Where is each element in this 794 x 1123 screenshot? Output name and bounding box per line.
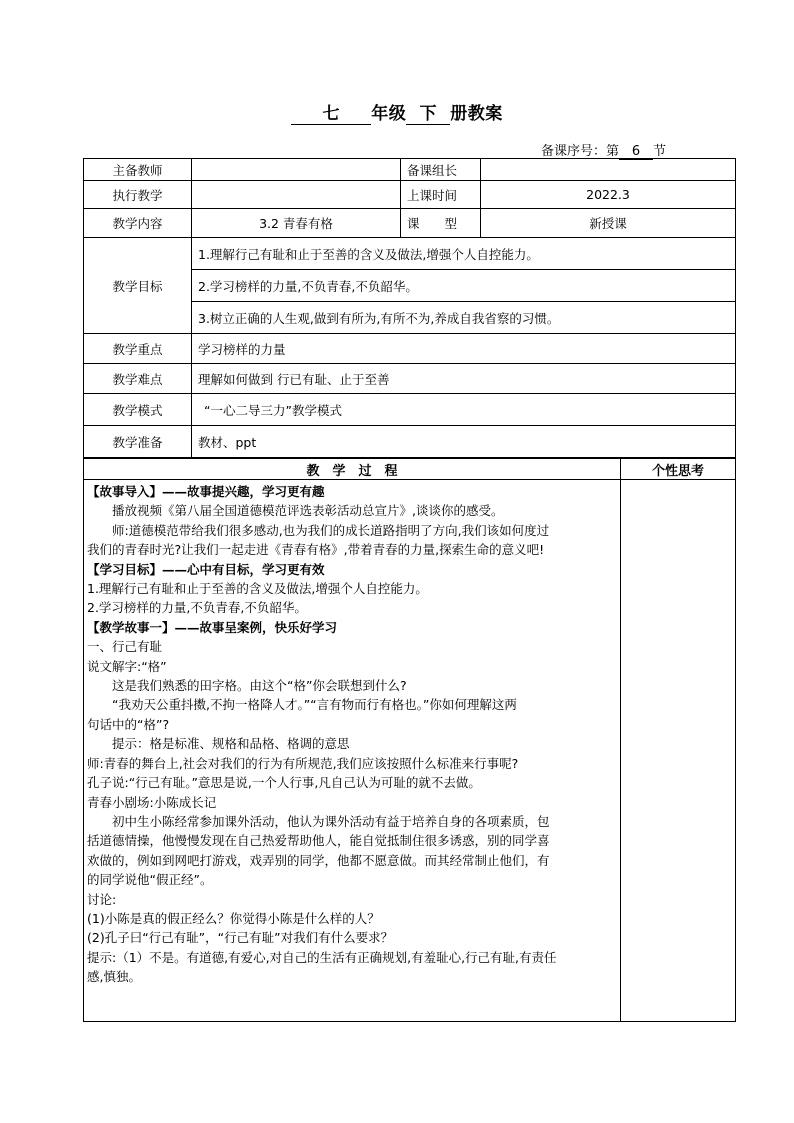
main-teacher-label: 主备教师	[84, 159, 192, 181]
lesson-info-table	[83, 158, 736, 458]
text-line: 一、行己有耻	[87, 639, 163, 655]
table-row	[84, 480, 736, 1022]
type-label: 课 型	[401, 209, 481, 238]
lesson-serial	[541, 140, 666, 160]
grade-label: 年级	[371, 104, 407, 124]
text-line: 提示：格是标准、规格和品格、格调的意思	[112, 736, 350, 752]
text-line: 说文解字:“格”	[87, 658, 167, 674]
serial-suffix: 节	[652, 144, 666, 159]
section-heading: 【教学故事一】——故事呈案例，快乐好学习	[87, 619, 338, 635]
table-row	[84, 394, 736, 426]
text-line: 师:青春的舞台上,社会对我们的行为有所规范,我们应该按照什么标准来行事呢?	[87, 755, 519, 771]
reflection-body	[621, 480, 736, 1022]
goal-item: 1.理解行己有耻和止于至善的含义及做法,增强个人自控能力。	[192, 238, 736, 270]
page-title	[0, 104, 794, 125]
text-line: 欢做的，例如到网吧打游戏，戏弄别的同学，他都不愿意做。而其经常制止他们，有	[87, 852, 550, 868]
table-row	[84, 334, 736, 364]
text-line: 的同学说他“假正经”。	[87, 872, 213, 888]
text-line: 青春小剧场:小陈成长记	[87, 794, 217, 810]
process-header: 教 学 过 程	[84, 459, 621, 480]
content-label: 教学内容	[84, 209, 192, 238]
class-time-value: 2022.3	[481, 181, 736, 209]
text-line: 孔子说:“行己有耻。”意思是说,一个人行事,凡自己认为可耻的就不去做。	[87, 775, 481, 791]
text-line: 初中生小陈经常参加课外活动，他认为课外活动有益于培养自身的各项素质，包	[112, 813, 550, 829]
text-line: 感,慎独。	[87, 969, 141, 985]
class-time-label: 上课时间	[401, 181, 481, 209]
table-row	[84, 238, 736, 270]
table-row	[84, 181, 736, 209]
text-line: (1)小陈是真的假正经么？你觉得小陈是什么样的人？	[87, 910, 380, 926]
type-value: 新授课	[481, 209, 736, 238]
text-line: 播放视频《第八届全国道德模范评选表彰活动总宣片》,谈谈你的感受。	[112, 503, 504, 519]
text-line: (2)孔子曰“行己有耻”，“行己有耻”对我们有什么要求？	[87, 930, 394, 946]
text-line: 这是我们熟悉的田字格。由这个“格”你会联想到什么?	[112, 678, 407, 694]
goals-label: 教学目标	[84, 238, 192, 334]
teaching-process-table	[83, 458, 736, 1022]
text-line: 师:道德模范带给我们很多感动,也为我们的成长道路指明了方向,我们该如何度过	[112, 522, 550, 538]
key-point-label: 教学重点	[84, 334, 192, 364]
key-point-value: 学习榜样的力量	[192, 334, 736, 364]
serial-prefix: 备课序号：第	[540, 144, 619, 159]
mode-label: 教学模式	[84, 394, 192, 426]
table-row	[84, 364, 736, 394]
table-row	[84, 426, 736, 458]
table-row	[84, 159, 736, 181]
main-teacher-value	[192, 159, 401, 181]
difficulty-label: 教学难点	[84, 364, 192, 394]
section-heading: 【学习目标】——心中有目标，学习更有效	[87, 561, 325, 577]
content-value: 3.2 青春有格	[192, 209, 401, 238]
text-line: “我劝天公重抖擞,不拘一格降人才。”“言有物而行有格也。”你如何理解这两	[112, 697, 517, 713]
exec-label: 执行教学	[84, 181, 192, 209]
goal-item: 2.学习榜样的力量,不负青春,不负韶华。	[192, 270, 736, 302]
text-line: 括道德情操，他慢慢发现在自己热爱帮助他人，能自觉抵制住很多诱惑，别的同学喜	[87, 833, 550, 849]
text-line: 我们的青春时光?让我们一起走进《青春有格》,带着青春的力量,探索生命的意义吧!	[87, 542, 545, 558]
goal-item: 3.树立正确的人生观,做到有所为,有所不为,养成自我省察的习惯。	[192, 302, 736, 334]
reflection-header: 个性思考	[621, 459, 736, 480]
grade-blank: 七	[291, 104, 371, 125]
difficulty-value: 理解如何做到 行已有耻、止于至善	[192, 364, 736, 394]
text-line: 句话中的“格”?	[87, 716, 170, 732]
group-leader-value	[481, 159, 736, 181]
section-heading: 【故事导入】——故事提兴趣，学习更有趣	[87, 484, 325, 499]
exec-value	[192, 181, 401, 209]
process-body	[84, 480, 621, 1022]
prep-value: 教材、ppt	[192, 426, 736, 458]
table-row	[84, 209, 736, 238]
volume-blank: 下	[406, 104, 450, 125]
text-line: 2.学习榜样的力量,不负青春,不负韶华。	[87, 600, 307, 616]
volume-label: 册教案	[450, 104, 503, 124]
serial-number: 6	[619, 144, 653, 160]
text-line: 讨论:	[87, 891, 117, 907]
mode-value: “一心二导三力”教学模式	[192, 394, 736, 426]
table-row	[84, 459, 736, 480]
group-leader-label: 备课组长	[401, 159, 481, 181]
text-line: 提示:（1）不是。有道德,有爱心,对自己的生活有正确规划,有羞耻心,行己有耻,有责任	[87, 949, 557, 965]
prep-label: 教学准备	[84, 426, 192, 458]
text-line: 1.理解行己有耻和止于至善的含义及做法,增强个人自控能力。	[87, 581, 428, 597]
